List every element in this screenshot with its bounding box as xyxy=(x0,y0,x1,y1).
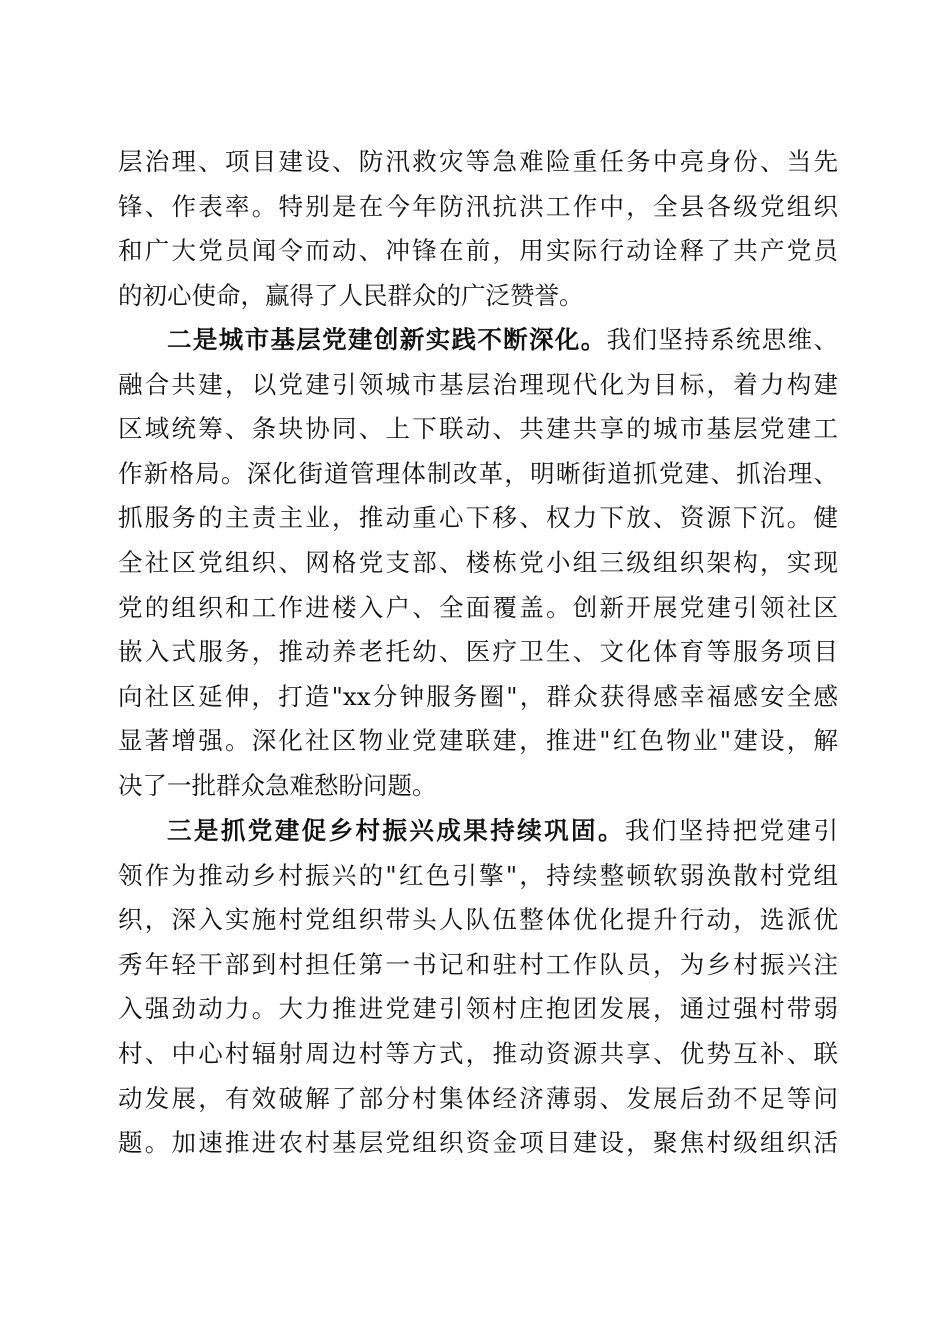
paragraph-lead-heading: 三是抓党建促乡村振兴成果持续巩固。 xyxy=(167,816,625,845)
text-line: 显著增强。深化社区物业党建联建，推进"红色物业"建设，解 xyxy=(118,726,838,756)
paragraph-3 xyxy=(118,809,838,1166)
text-line: 抓服务的主责主业，推动重心下移、权力下放、资源下沉。健 xyxy=(118,503,838,533)
text-line: 织，深入实施村党组织带头人队伍整体优化提升行动，选派优 xyxy=(118,905,838,935)
text-line: 入强劲动力。大力推进党建引领村庄抱团发展，通过强村带弱 xyxy=(118,994,838,1024)
text-line: 作新格局。深化街道管理体制改革，明晰街道抓党建、抓治理、 xyxy=(118,458,838,488)
text-line: 嵌入式服务，推动养老托幼、医疗卫生、文化体育等服务项目 xyxy=(118,637,838,667)
text-line: 区域统筹、条块协同、上下联动、共建共享的城市基层党建工 xyxy=(118,414,838,444)
text-line: 领作为推动乡村振兴的"红色引擎"，持续整顿软弱涣散村党组 xyxy=(118,860,838,890)
paragraph-1 xyxy=(118,140,838,318)
paragraph-lead-heading: 二是城市基层党建创新实践不断深化。 xyxy=(167,325,607,354)
text-line-first xyxy=(118,809,838,854)
text-line-rest: 我们坚持系统思维、 xyxy=(606,325,839,354)
text-line: 村、中心村辐射周边村等方式，推动资源共享、优势互补、联 xyxy=(118,1038,838,1068)
text-line: 决了一批群众急难愁盼问题。 xyxy=(118,770,437,800)
text-line: 党的组织和工作进楼入户、全面覆盖。创新开展党建引领社区 xyxy=(118,592,838,622)
text-line-rest: 我们坚持把党建引 xyxy=(624,816,838,845)
text-line: 层治理、项目建设、防汛救灾等急难险重任务中亮身份、当先 xyxy=(118,147,838,176)
text-line-first xyxy=(118,318,838,363)
text-line: 秀年轻干部到村担任第一书记和驻村工作队员，为乡村振兴注 xyxy=(118,949,838,979)
paragraph-2 xyxy=(118,318,838,809)
text-line: 融合共建，以党建引领城市基层治理现代化为目标，着力构建 xyxy=(118,369,838,399)
text-line: 锋、作表率。特别是在今年防汛抗洪工作中，全县各级党组织 xyxy=(118,191,838,221)
text-line: 向社区延伸，打造"xx分钟服务圈"，群众获得感幸福感安全感 xyxy=(118,681,838,711)
text-line: 和广大党员闻令而动、冲锋在前，用实际行动诠释了共产党员 xyxy=(118,236,838,266)
text-line: 题。加速推进农村基层党组织资金项目建设，聚焦村级组织活 xyxy=(118,1128,838,1158)
text-line: 动发展，有效破解了部分村集体经济薄弱、发展后劲不足等问 xyxy=(118,1083,838,1113)
text-line: 的初心使命，赢得了人民群众的广泛赞誉。 xyxy=(118,280,584,310)
text-line: 全社区党组织、网格党支部、楼栋党小组三级组织架构，实现 xyxy=(118,547,838,577)
